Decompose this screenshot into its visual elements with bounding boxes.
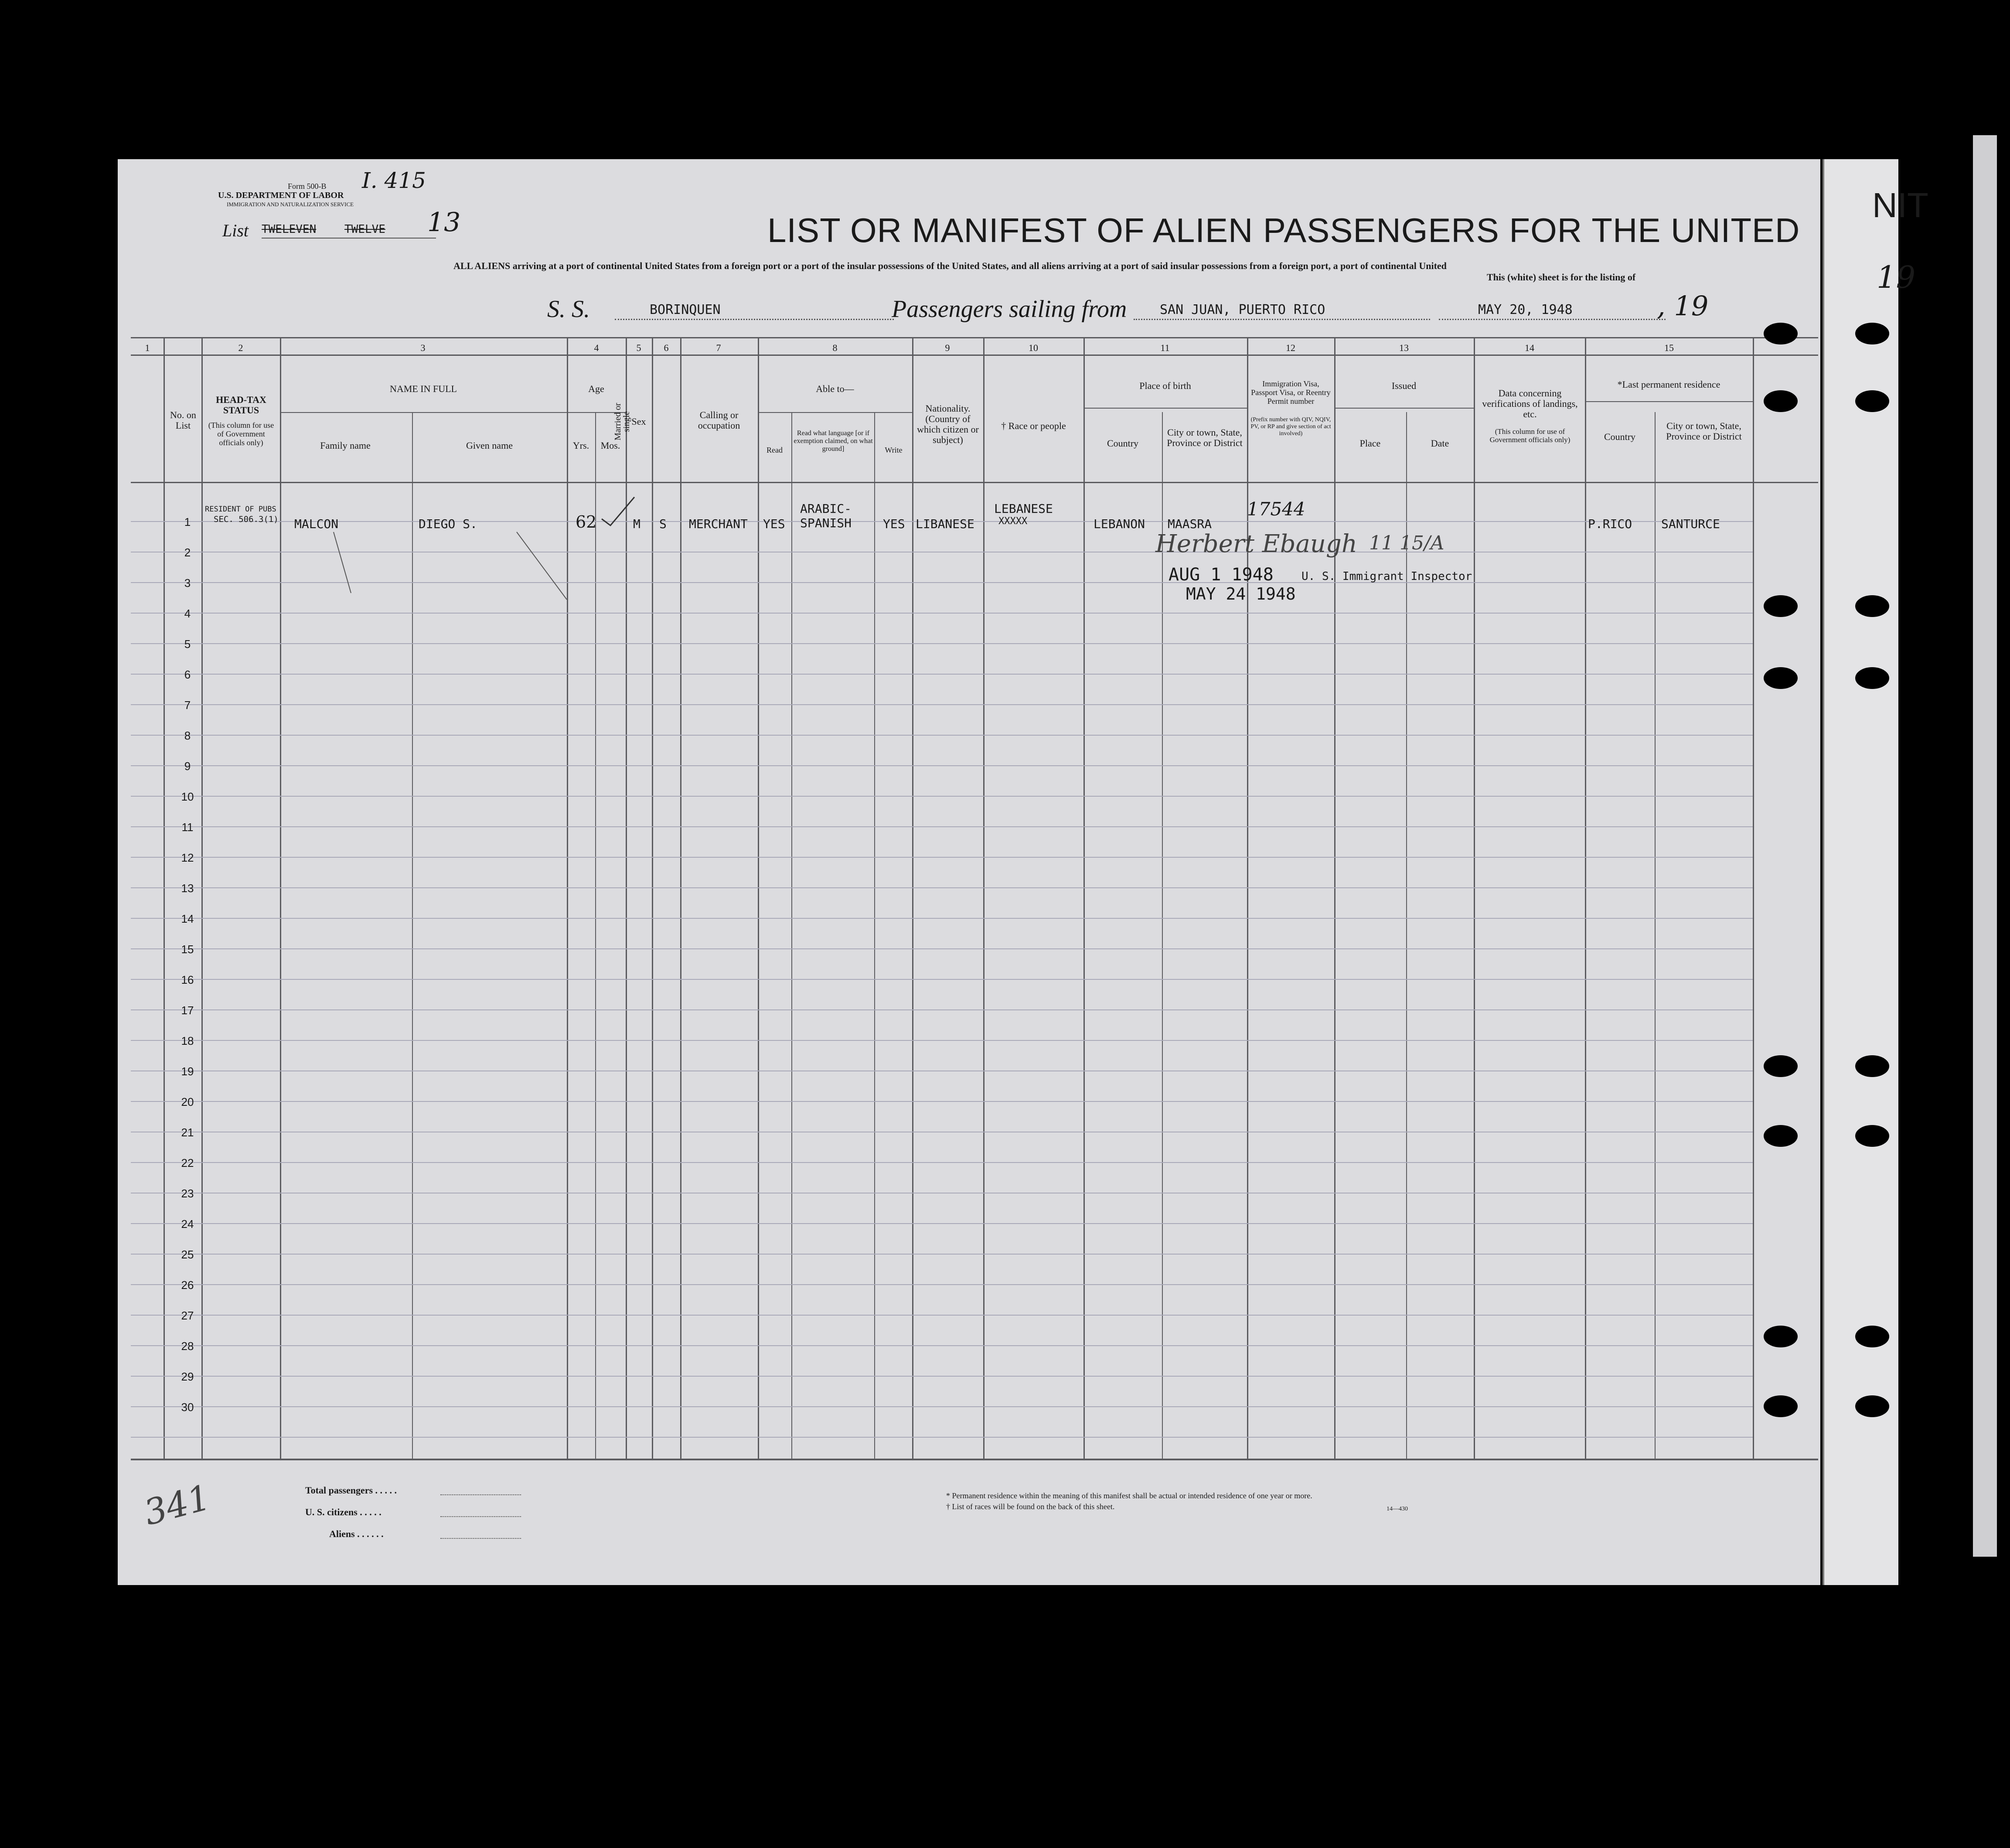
row-number: 16: [181, 973, 194, 986]
year-label: , 19: [1657, 290, 1709, 322]
ship-underline: [615, 319, 894, 320]
col-11-number: 11: [1160, 342, 1170, 353]
head-tax-entry-2: SEC. 506.3(1): [214, 515, 279, 524]
next-page-edge: [1823, 159, 1928, 1585]
occupation-entry: MERCHANT: [689, 517, 748, 531]
handwritten-ref: I. 415: [362, 168, 426, 193]
sailing-port: SAN JUAN, PUERTO RICO: [1160, 302, 1325, 317]
col-6-number: 6: [664, 342, 669, 353]
punch-hole: [1855, 1055, 1889, 1077]
aliens-label: Aliens . . . . . .: [329, 1528, 384, 1539]
write-entry: YES: [883, 517, 905, 531]
row-number: 5: [184, 638, 191, 651]
punch-hole: [1855, 1125, 1889, 1147]
row-number: 4: [184, 607, 191, 620]
hdr-read-language: Read what language [or if exemption claimed, on what ground]: [794, 430, 873, 453]
hdr-sex: Sex: [631, 416, 646, 427]
row-number: 26: [181, 1279, 194, 1292]
sailing-date: MAY 20, 1948: [1478, 302, 1573, 317]
hdr-yrs: Yrs.: [572, 440, 589, 451]
hdr-calling: Calling or occupation: [698, 409, 740, 431]
col-2-number: 2: [238, 342, 243, 353]
hdr-data-concerning: Data concerning verifications of landings, etc.: [1482, 388, 1578, 419]
punch-hole: [1764, 390, 1798, 412]
hdr-married: Married or single: [613, 402, 631, 441]
col-1-number: 1: [145, 342, 150, 353]
inspector-signature: Herbert Ebaugh: [1155, 530, 1357, 558]
list-current: TWELVE: [344, 223, 385, 236]
list-label: List: [222, 221, 249, 240]
birth-country-entry: LEBANON: [1094, 517, 1145, 531]
hdr-write: Write: [885, 446, 903, 454]
list-struck: TWELEVEN: [262, 223, 317, 236]
stamp-may: MAY 24 1948: [1186, 584, 1296, 603]
col-8-number: 8: [832, 342, 838, 353]
sex-entry: M: [633, 517, 640, 531]
row-number: 23: [181, 1187, 194, 1200]
row-number: 7: [184, 699, 191, 712]
hdr-name-in-full: NAME IN FULL: [390, 383, 457, 394]
list-number-handwritten: 13: [427, 207, 461, 238]
far-right-edge: [1973, 135, 1997, 1557]
col-13-number: 13: [1399, 342, 1409, 353]
punch-hole: [1764, 323, 1798, 344]
next-page-title-fragment: NIT: [1872, 186, 1928, 225]
subtitle-line1: ALL ALIENS arriving at a port of continental United States from a foreign port or a port of the insular possessions of the United States, and all aliens arriving at a port of said insular possessions from a foreign port, a port of continental United: [453, 260, 1447, 271]
row-number: 27: [181, 1309, 194, 1322]
row-number: 14: [181, 912, 194, 925]
hdr-mos: Mos.: [600, 440, 620, 451]
manifest-sheet: [118, 159, 1820, 1585]
footnote-races: † List of races will be found on the back of this sheet.: [946, 1502, 1115, 1511]
hdr-no-on-list: No. on List: [170, 409, 196, 431]
row-number: 12: [181, 851, 194, 864]
hdr-issued: Issued: [1391, 380, 1417, 391]
read-entry: YES: [763, 517, 785, 531]
row-number: 25: [181, 1248, 194, 1261]
hdr-res-city: City or town, State, Province or District: [1666, 420, 1742, 442]
res-country-entry: P.RICO: [1588, 517, 1632, 531]
form-number: Form 500-B: [288, 182, 327, 191]
col-5-number: 5: [636, 342, 641, 353]
col-10-number: 10: [1029, 342, 1038, 353]
hdr-place-of-birth: Place of birth: [1139, 380, 1191, 391]
port-underline: [1134, 319, 1430, 320]
row-number: 30: [181, 1401, 194, 1414]
row-number: 1: [184, 515, 191, 528]
married-entry: S: [659, 517, 667, 531]
ss-label: S. S.: [547, 296, 590, 323]
sailing-label: Passengers sailing from: [892, 296, 1127, 323]
visa-handwritten: 17544: [1247, 498, 1305, 520]
service: IMMIGRATION AND NATURALIZATION SERVICE: [227, 201, 354, 208]
hdr-last-residence: *Last permanent residence: [1617, 379, 1720, 390]
row-number: 19: [181, 1065, 194, 1078]
col-3-number: 3: [420, 342, 426, 353]
punch-hole: [1855, 323, 1889, 344]
given-name-entry: DIEGO S.: [419, 517, 477, 531]
row-number: 28: [181, 1340, 194, 1353]
hdr-read: Read: [767, 446, 783, 454]
total-passengers-label: Total passengers . . . . .: [305, 1485, 397, 1496]
us-citizens-label: U. S. citizens . . . . .: [305, 1507, 382, 1517]
language-entry-2: SPANISH: [800, 516, 852, 530]
row-number: 13: [181, 882, 194, 895]
hdr-family-name: Family name: [320, 440, 371, 451]
check-mark: [600, 495, 639, 530]
page-title: LIST OR MANIFEST OF ALIEN PASSENGERS FOR THE UNITED: [767, 211, 1800, 249]
age-entry: 62: [576, 512, 597, 532]
punch-hole: [1855, 595, 1889, 617]
punch-hole: [1855, 390, 1889, 412]
row-number: 2: [184, 546, 191, 559]
punch-hole: [1764, 1395, 1798, 1417]
punch-hole: [1764, 1125, 1798, 1147]
col-9-number: 9: [945, 342, 950, 353]
res-city-entry: SANTURCE: [1661, 517, 1720, 531]
hdr-nationality: Nationality. (Country of which citizen or subject): [917, 403, 979, 445]
nationality-entry: LIBANESE: [916, 517, 974, 531]
row-number: 9: [184, 760, 191, 773]
row-number: 8: [184, 729, 191, 742]
row-number: 3: [184, 576, 191, 590]
ship-name: BORINQUEN: [650, 302, 721, 317]
next-page-year-fragment: 19: [1877, 259, 1916, 295]
footer-code: 14—430: [1387, 1506, 1408, 1512]
race-entry-2: XXXXX: [998, 516, 1028, 527]
punch-hole: [1764, 667, 1798, 689]
handwritten-footer-number: 341: [140, 1476, 215, 1534]
list-underline: [262, 238, 436, 239]
hdr-issued-place: Place: [1359, 438, 1381, 449]
col-12-number: 12: [1286, 342, 1295, 353]
row-number: 22: [181, 1156, 194, 1169]
punch-hole: [1764, 1326, 1798, 1347]
punch-hole: [1855, 1395, 1889, 1417]
hdr-issued-date: Date: [1431, 438, 1449, 449]
row-number: 6: [184, 668, 191, 681]
row-number: 18: [181, 1034, 194, 1047]
signature-fraction: 11 15/A: [1369, 532, 1444, 554]
hdr-birth-city: City or town, State, Province or District: [1167, 427, 1243, 448]
hdr-able-to: Able to—: [816, 383, 854, 394]
punch-hole: [1764, 595, 1798, 617]
hdr-head-tax: HEAD-TAX STATUS: [216, 394, 266, 416]
subtitle-line2: This (white) sheet is for the listing of: [1487, 272, 1636, 283]
hdr-head-tax-note: (This column for use of Government officials only): [208, 421, 274, 447]
family-name-entry: MALCON: [294, 517, 339, 531]
head-tax-entry-1: RESIDENT OF PUBS: [205, 505, 276, 514]
hdr-visa-note: (Prefix number with QIV, NQIV, PV, or RP and give section of act involved): [1250, 416, 1331, 437]
hdr-res-country: Country: [1604, 431, 1636, 442]
row-number: 21: [181, 1126, 194, 1139]
punch-hole: [1855, 1326, 1889, 1347]
col-7-number: 7: [716, 342, 721, 353]
hdr-race: † Race or people: [1001, 420, 1066, 431]
hdr-data-note: (This column for use of Government officials only): [1489, 427, 1571, 444]
hdr-birth-country: Country: [1107, 438, 1139, 449]
date-underline: [1439, 319, 1666, 320]
hdr-given-name: Given name: [466, 440, 513, 451]
race-entry-1: LEBANESE: [994, 501, 1053, 516]
col-4-number: 4: [594, 342, 599, 353]
col-15-number: 15: [1664, 342, 1674, 353]
birth-city-entry: MAASRA: [1168, 517, 1212, 531]
footnote-residence: * Permanent residence within the meaning of this manifest shall be actual or intended residence of one year or more.: [946, 1491, 1312, 1500]
department: U.S. DEPARTMENT OF LABOR: [218, 191, 344, 200]
pen-strokes: [331, 530, 576, 604]
stamp-inspector: U. S. Immigrant Inspector: [1301, 570, 1472, 583]
punch-hole: [1764, 1055, 1798, 1077]
language-entry-1: ARABIC-: [800, 501, 852, 516]
row-number: 20: [181, 1095, 194, 1108]
row-number: 15: [181, 943, 194, 956]
row-number: 11: [181, 821, 194, 834]
row-number: 29: [181, 1370, 194, 1383]
row-number: 10: [181, 790, 194, 803]
hdr-visa: Immigration Visa, Passport Visa, or Reentry Permit number: [1251, 379, 1331, 406]
stamp-aug: AUG 1 1948: [1169, 565, 1274, 585]
col-14-number: 14: [1525, 342, 1534, 353]
row-number: 17: [181, 1004, 194, 1017]
row-number: 24: [181, 1217, 194, 1231]
hdr-age: Age: [588, 383, 604, 394]
punch-hole: [1855, 667, 1889, 689]
